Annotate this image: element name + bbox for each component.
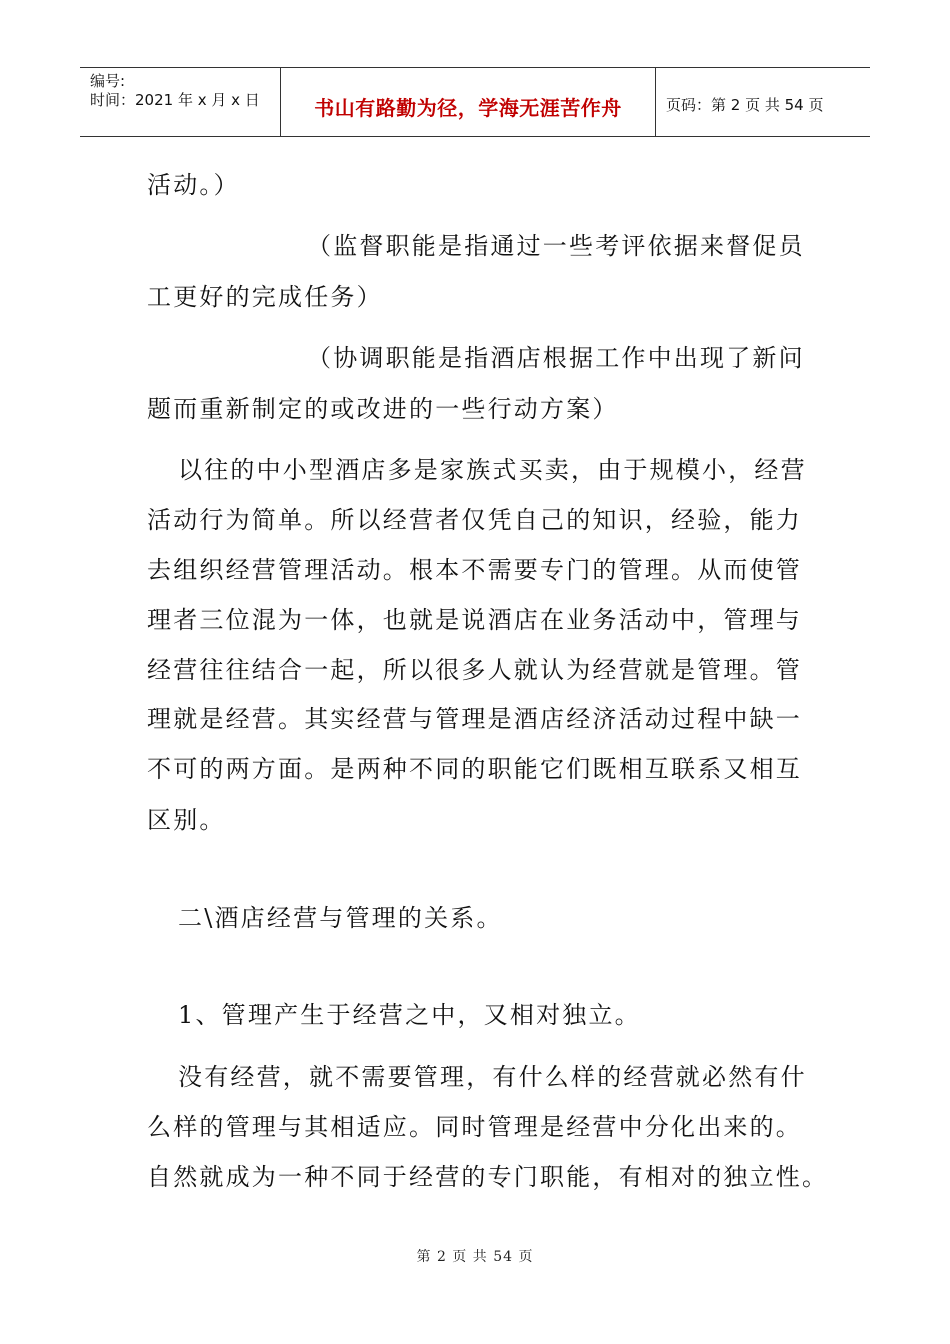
header-meta-cell bbox=[80, 68, 280, 136]
header-motto: 书山有路勤为径，学海无涯苦作舟 bbox=[314, 96, 622, 120]
document-header bbox=[80, 67, 870, 137]
body-line: 以往的中小型酒店多是家族式买卖，由于规模小，经营 bbox=[178, 456, 807, 484]
body-line: （监督职能是指通过一些考评依据来督促员 bbox=[307, 232, 805, 260]
header-motto-cell bbox=[280, 68, 656, 136]
body-line: 区别。 bbox=[147, 806, 226, 834]
body-line: （协调职能是指酒店根据工作中出现了新问 bbox=[307, 344, 805, 372]
body-line: 么样的管理与其相适应。同时管理是经营中分化出来的。 bbox=[147, 1113, 802, 1141]
body-line: 不可的两方面。是两种不同的职能它们既相互联系又相互 bbox=[147, 755, 802, 783]
body-line: 题而重新制定的或改进的一些行动方案） bbox=[147, 395, 619, 423]
page-footer: 第 2 页 共 54 页 bbox=[416, 1249, 534, 1265]
doc-date-label: 时间：2021 年 x 月 x 日 bbox=[90, 91, 260, 109]
body-line: 经营往往结合一起，所以很多人就认为经营就是管理。管 bbox=[147, 656, 802, 684]
header-page-cell bbox=[656, 68, 870, 136]
body-line: 理者三位混为一体，也就是说酒店在业务活动中，管理与 bbox=[147, 606, 802, 634]
body-line: 工更好的完成任务） bbox=[147, 283, 383, 311]
subsection-heading: 1、管理产生于经营之中，又相对独立。 bbox=[178, 1001, 641, 1029]
body-line: 理就是经营。其实经营与管理是酒店经济活动过程中缺一 bbox=[147, 705, 802, 733]
body-line: 活动。） bbox=[147, 171, 240, 199]
body-line: 没有经营，就不需要管理，有什么样的经营就必然有什 bbox=[178, 1063, 807, 1091]
doc-number-label: 编号: bbox=[90, 72, 126, 90]
header-page-info: 页码：第 2 页 共 54 页 bbox=[666, 96, 824, 114]
section-heading: 二\酒店经营与管理的关系。 bbox=[178, 904, 503, 932]
body-line: 自然就成为一种不同于经营的专门职能，有相对的独立性。 bbox=[147, 1163, 829, 1191]
body-line: 活动行为简单。所以经营者仅凭自己的知识，经验，能力 bbox=[147, 506, 802, 534]
body-line: 去组织经营管理活动。根本不需要专门的管理。从而使管 bbox=[147, 556, 802, 584]
